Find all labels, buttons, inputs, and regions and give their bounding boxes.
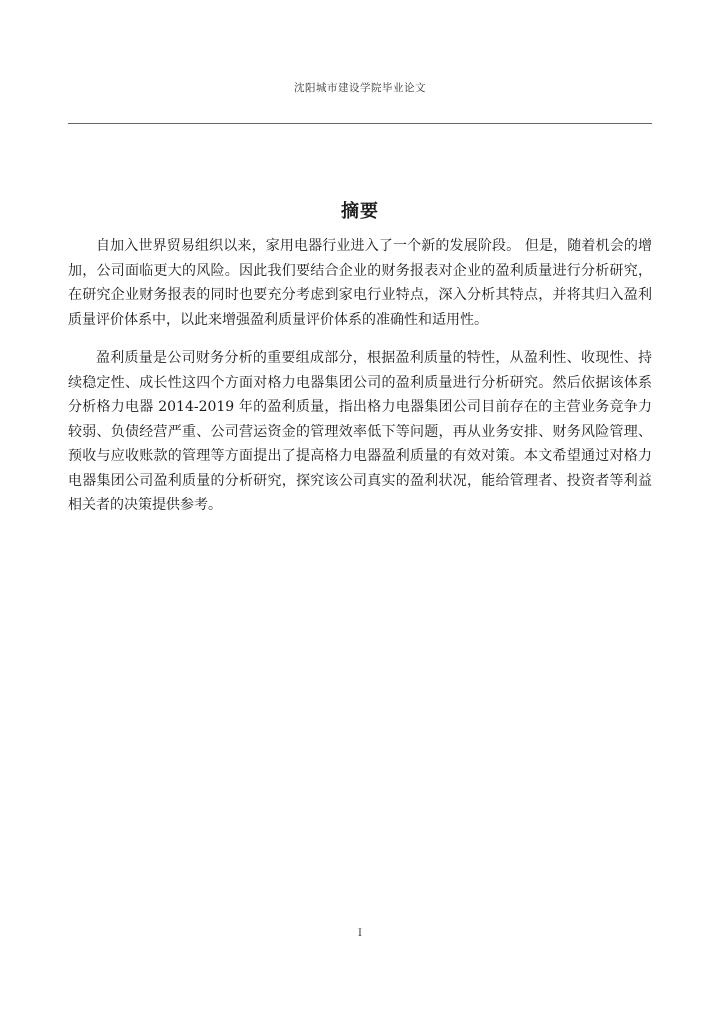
abstract-title: 摘要 bbox=[341, 201, 379, 222]
abstract-paragraph-2: 盈利质量是公司财务分析的重要组成部分，根据盈利质量的特性，从盈利性、收现性、持续稳定性、成长性这四个方面对格力电器集团公司的盈利质量进行分析研究。然后依据该体系分析格力电器 2014-2019 年的盈利质量，指出格力电器集团公司目前存在的主营业务竞争力较弱、负债经营严重、公司营运资金的管理效率低下等问题，再从业务安排、财务风险管理、预收与应收账款的管理等方面提出了提高格力电器盈利质量的有效对策。本文希望通过对格力电器集团公司盈利质量的分析研究，探究该公司真实的盈利状况，能给管理者、投资者等利益相关者的决策提供参考。 bbox=[68, 350, 652, 513]
running-header: 沈阳城市建设学院毕业论文 bbox=[294, 82, 426, 94]
page-number: I bbox=[358, 928, 362, 939]
abstract-body bbox=[68, 234, 652, 532]
abstract-paragraph-1: 自加入世界贸易组织以来，家用电器行业进入了一个新的发展阶段。 但是，随着机会的增加，公司面临更大的风险。因此我们要结合企业的财务报表对企业的盈利质量进行分析研究，在研究企业财务报表的同时也要充分考虑到家电行业特点，深入分析其特点，并将其归入盈利质量评价体系中，以此来增强盈利质量评价体系的准确性和适用性。 bbox=[68, 238, 652, 328]
header-divider bbox=[68, 123, 652, 124]
